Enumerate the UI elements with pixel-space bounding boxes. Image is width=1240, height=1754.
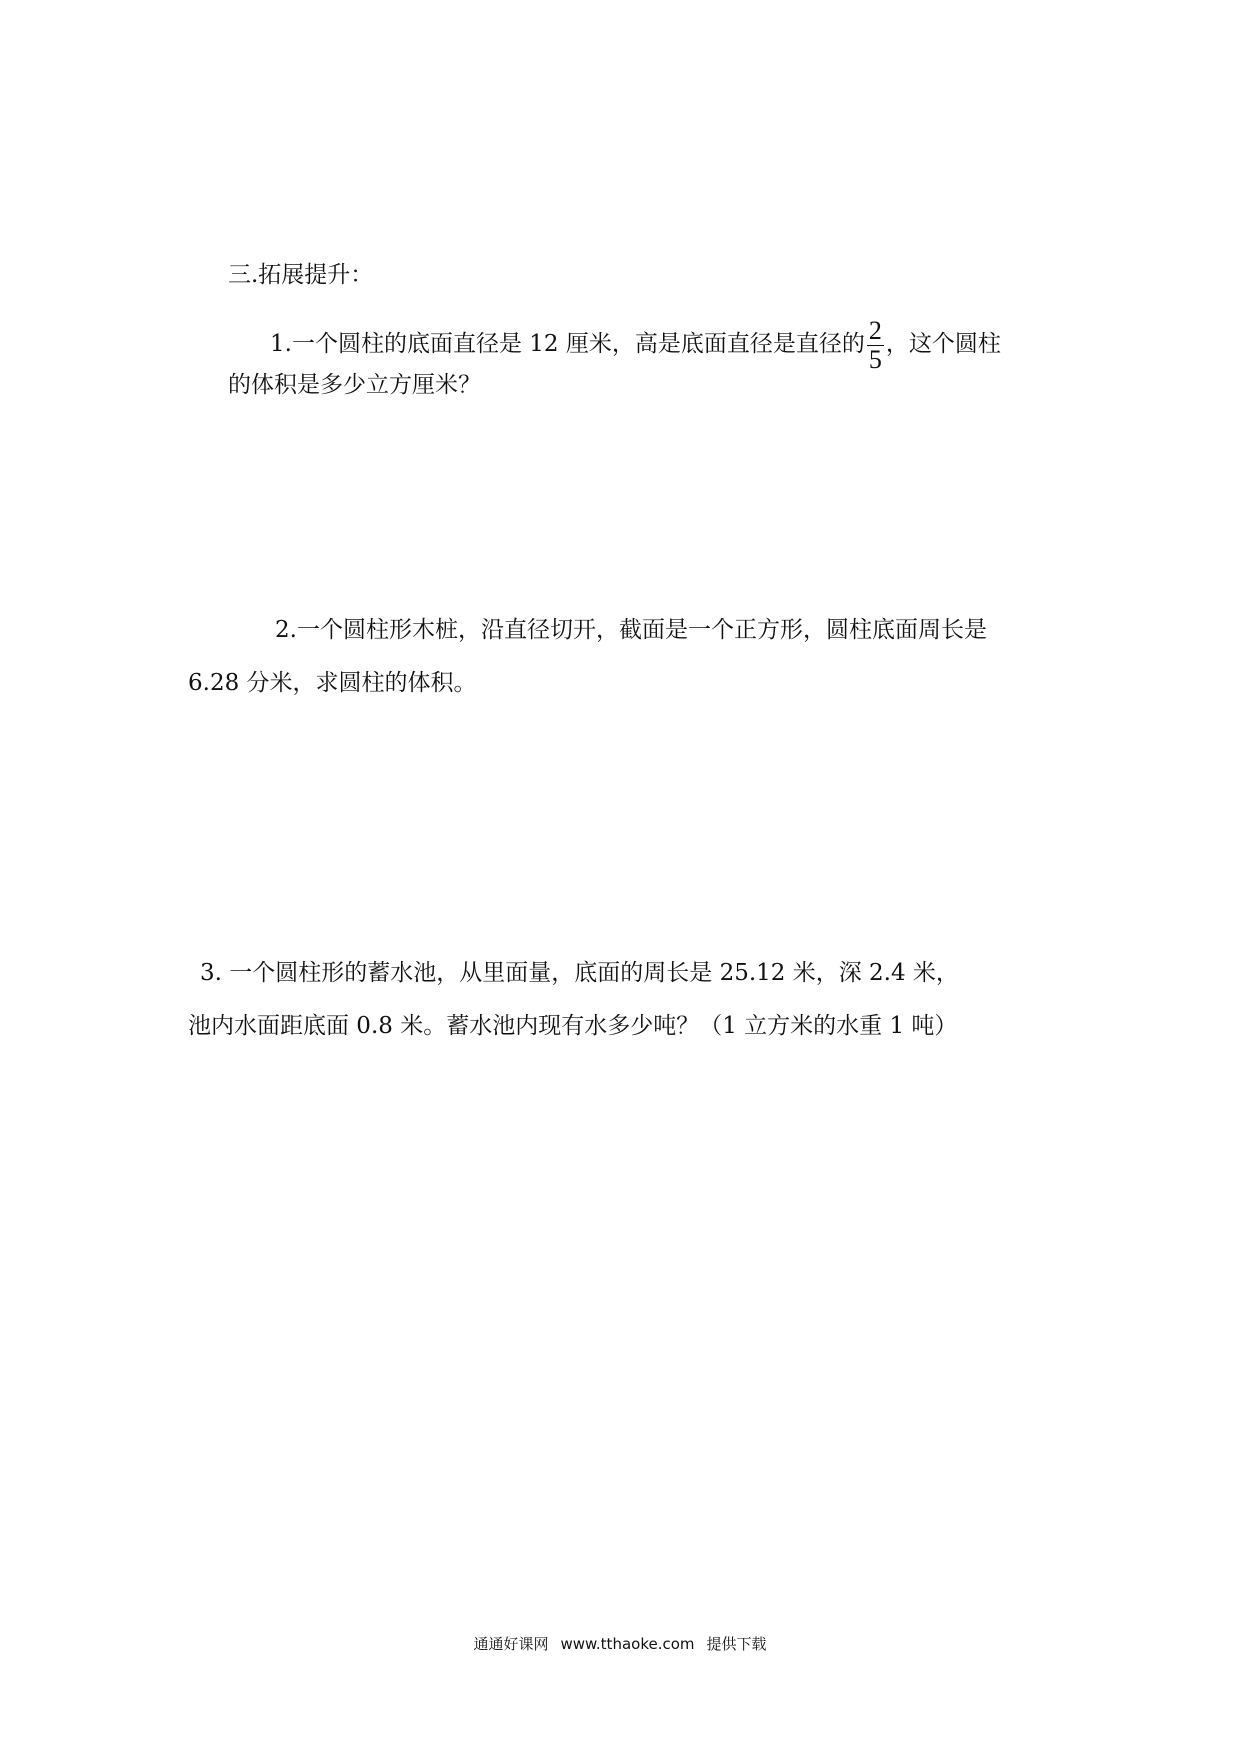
fraction-numerator: 2	[868, 315, 882, 345]
footer-suffix: 提供下载	[706, 1635, 767, 1653]
footer	[0, 1634, 1240, 1654]
question-2-line-1: 2.一个圆柱形木桩，沿直径切开，截面是一个正方形，圆柱底面周长是	[275, 617, 987, 643]
question-1-text-after-fraction: ，这个圆柱	[885, 331, 1001, 357]
fraction-denominator: 5	[868, 344, 882, 374]
section-heading: 三.拓展提升：	[228, 262, 374, 288]
question-3-line-1: 3. 一个圆柱形的蓄水池，从里面量，底面的周长是 25.12 米，深 2.4 米，	[200, 960, 959, 986]
question-1-text-before-fraction: 1.一个圆柱的底面直径是 12 厘米，高是底面直径是直径的	[270, 331, 865, 357]
footer-url: www.tthaoke.com	[560, 1635, 695, 1653]
footer-site-name: 通通好课网	[473, 1635, 549, 1653]
question-2-line-2: 6.28 分米，求圆柱的体积。	[188, 670, 477, 696]
question-3-line-2: 池内水面距底面 0.8 米。蓄水池内现有水多少吨？（1 立方米的水重 1 吨）	[188, 1013, 958, 1039]
question-1-line-1	[270, 314, 1001, 374]
question-1-line-2: 的体积是多少立方厘米？	[228, 372, 481, 398]
fraction	[867, 317, 884, 374]
